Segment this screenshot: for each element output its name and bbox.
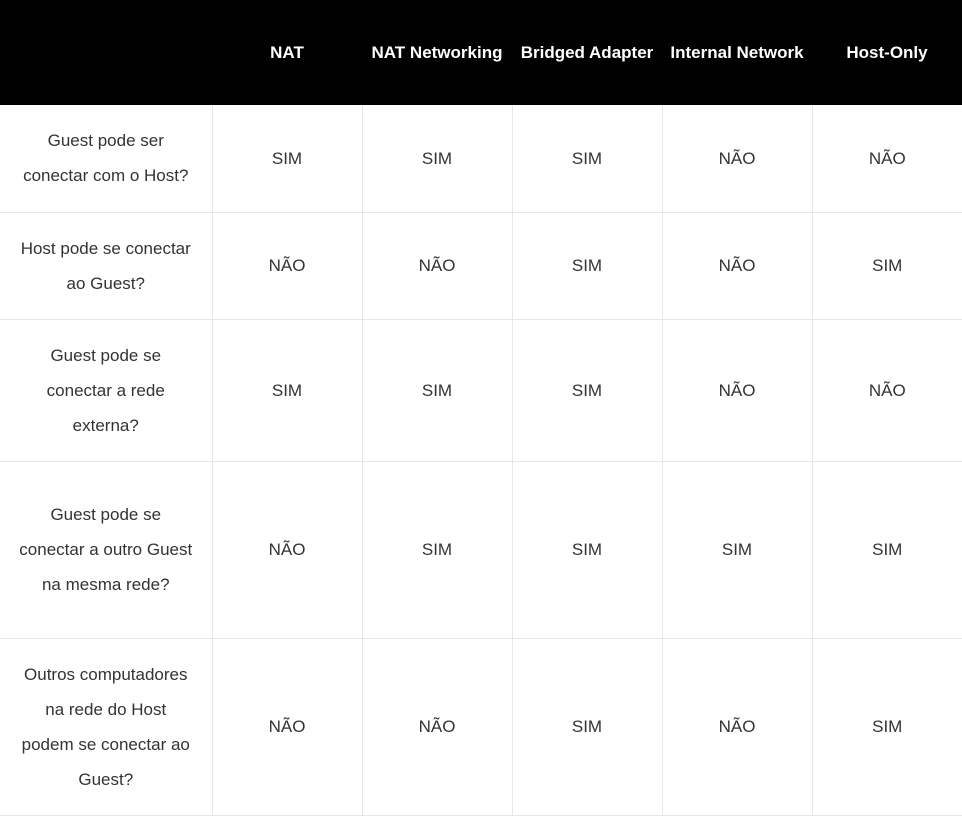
- cell-internal-network: NÃO: [662, 105, 812, 212]
- table-row: [0, 638, 962, 815]
- table-row: [0, 105, 962, 212]
- table-row: [0, 212, 962, 319]
- cell-internal-network: SIM: [662, 461, 812, 638]
- cell-host-only: SIM: [812, 638, 962, 815]
- cell-bridged-adapter: SIM: [512, 105, 662, 212]
- cell-nat: SIM: [212, 105, 362, 212]
- row-question: Host pode se conectar ao Guest?: [0, 212, 212, 319]
- header-bridged-adapter: Bridged Adapter: [520, 43, 654, 62]
- cell-nat: NÃO: [212, 638, 362, 815]
- row-question: Guest pode se conectar a outro Guest na mesma rede?: [0, 461, 212, 638]
- header-empty-cell: [0, 0, 212, 105]
- cell-internal-network: NÃO: [662, 638, 812, 815]
- header-row: [0, 0, 962, 105]
- cell-internal-network: NÃO: [662, 319, 812, 461]
- cell-internal-network: NÃO: [662, 212, 812, 319]
- table-body: [0, 105, 962, 815]
- header-internal-network: Internal Network: [670, 43, 804, 62]
- cell-host-only: NÃO: [812, 319, 962, 461]
- header-nat-networking: NAT Networking: [371, 43, 503, 62]
- cell-nat-networking: SIM: [362, 461, 512, 638]
- cell-bridged-adapter: SIM: [512, 212, 662, 319]
- cell-nat: NÃO: [212, 212, 362, 319]
- row-question: Guest pode ser conectar com o Host?: [0, 105, 212, 212]
- header-nat: NAT: [270, 43, 304, 62]
- cell-nat: SIM: [212, 319, 362, 461]
- cell-nat-networking: SIM: [362, 319, 512, 461]
- header-host-only: Host-Only: [846, 43, 928, 62]
- cell-nat-networking: NÃO: [362, 638, 512, 815]
- cell-host-only: NÃO: [812, 105, 962, 212]
- table-header: [0, 0, 962, 105]
- cell-nat: NÃO: [212, 461, 362, 638]
- cell-bridged-adapter: SIM: [512, 461, 662, 638]
- cell-bridged-adapter: SIM: [512, 319, 662, 461]
- row-question: Guest pode se conectar a rede externa?: [0, 319, 212, 461]
- cell-nat-networking: SIM: [362, 105, 512, 212]
- cell-bridged-adapter: SIM: [512, 638, 662, 815]
- cell-nat-networking: NÃO: [362, 212, 512, 319]
- row-question: Outros computadores na rede do Host podem se conectar ao Guest?: [0, 638, 212, 815]
- table-row: [0, 461, 962, 638]
- cell-host-only: SIM: [812, 461, 962, 638]
- cell-host-only: SIM: [812, 212, 962, 319]
- table-row: [0, 319, 962, 461]
